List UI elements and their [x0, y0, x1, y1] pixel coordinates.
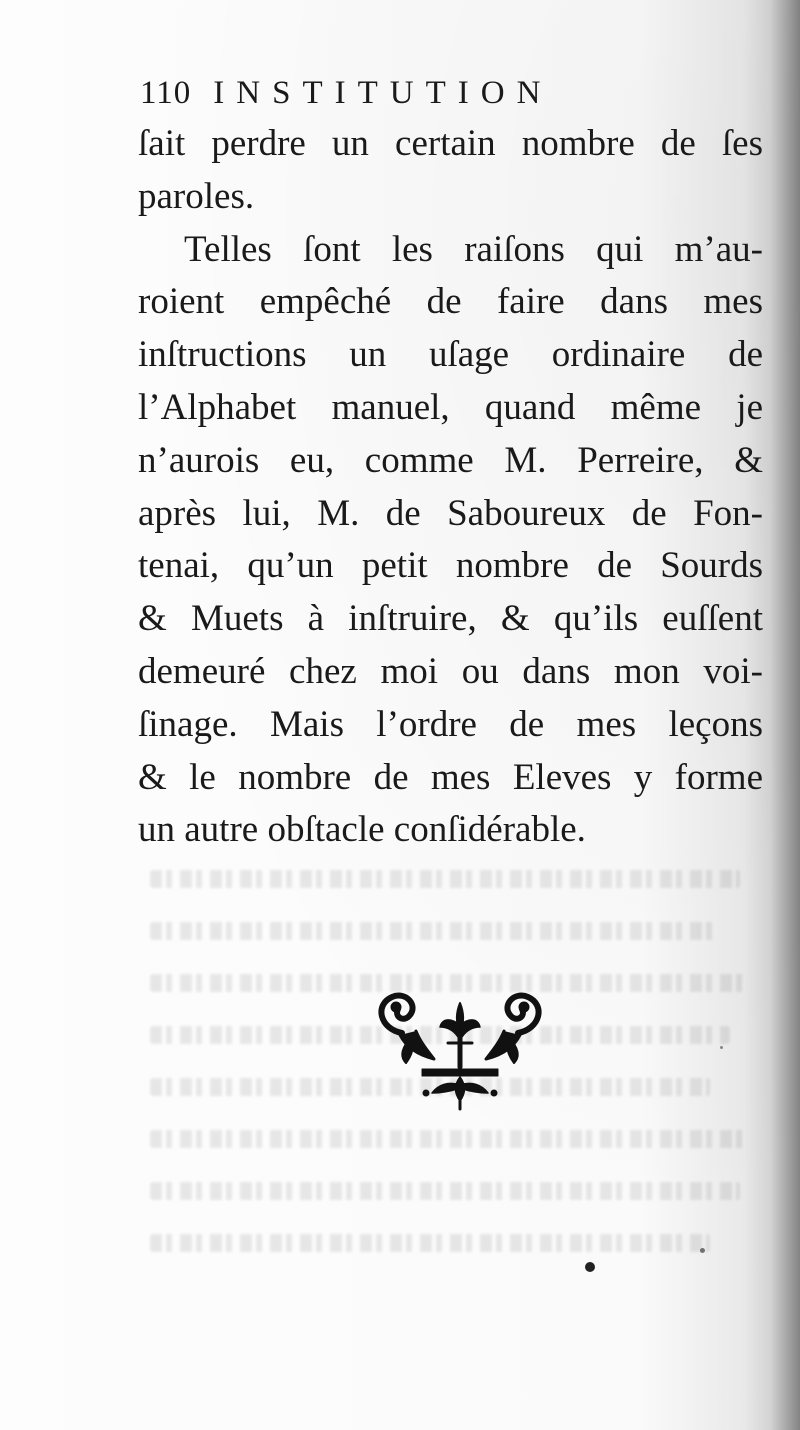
text-line: paroles.: [138, 175, 255, 217]
text-line: ſinage. Mais l’ordre de mes leçons: [138, 703, 763, 745]
text-line: n’aurois eu, comme M. Perreire, &: [138, 439, 763, 481]
fleuron-ornament-icon: [360, 985, 560, 1120]
running-head-title: INSTITUTION: [213, 74, 553, 111]
body-text: [138, 118, 763, 857]
text-line: après lui, M. de Saboureux de Fon-: [138, 492, 763, 534]
running-head: [140, 70, 740, 116]
ink-spot: [585, 1262, 595, 1272]
page-number: 110: [140, 74, 192, 111]
text-line: un autre obſtacle conſidérable.: [138, 809, 586, 851]
text-line: ſait perdre un certain nombre de ſes: [138, 123, 763, 164]
text-line: inſtructions un uſage ordinaire de: [138, 334, 763, 376]
text-line: demeuré chez moi ou dans mon voi-: [138, 650, 763, 692]
text-line: & le nombre de mes Eleves y forme: [138, 756, 763, 798]
text-line: roient empêché de faire dans mes: [138, 281, 763, 323]
text-line: l’Alphabet manuel, quand même je: [138, 386, 763, 428]
ink-spot: [720, 1046, 723, 1049]
text-line: Telles ſont les raiſons qui m’au-: [184, 228, 763, 270]
ink-spot: [700, 1248, 705, 1253]
text-line: & Muets à inſtruire, & qu’ils euſſent: [138, 598, 763, 640]
text-line: tenai, qu’un petit nombre de Sourds: [138, 545, 763, 587]
page-gutter-shadow: [770, 0, 800, 1430]
